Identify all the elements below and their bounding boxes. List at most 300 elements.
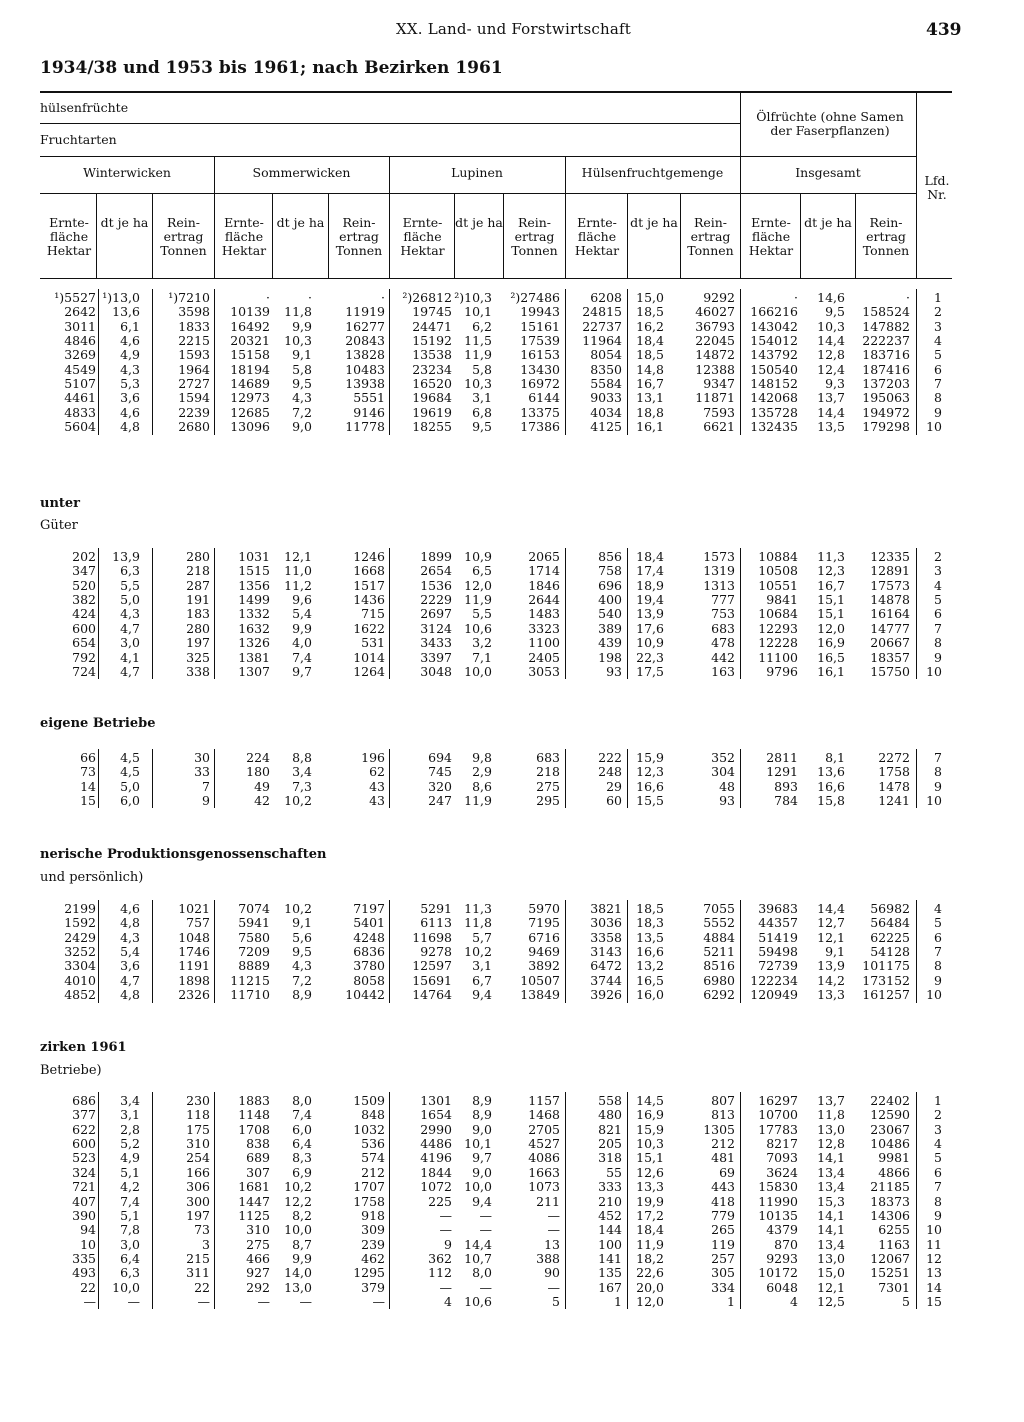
body-vrule — [98, 1092, 99, 1309]
table-cell: 13,1 — [636, 390, 664, 406]
body-vrule — [916, 749, 917, 808]
table-cell: ²)10,3 — [454, 290, 492, 305]
table-cell: 13 — [544, 1236, 560, 1252]
table-cell: 15,1 — [636, 1150, 664, 1166]
table-cell: 13,5 — [636, 929, 664, 945]
table-cell: 8 — [934, 635, 942, 651]
table-cell: 10,0 — [464, 1179, 492, 1195]
table-cell: 12,0 — [636, 1293, 664, 1309]
table-cell: 5291 — [420, 901, 452, 916]
table-cell: 55 — [606, 1164, 622, 1180]
table-cell: 13,7 — [817, 390, 845, 406]
table-cell: — — [547, 1207, 560, 1223]
table-cell: 10,7 — [464, 1250, 492, 1266]
table-cell: 12,4 — [817, 361, 845, 377]
table-cell: 1707 — [353, 1179, 385, 1195]
table-cell: 18255 — [412, 419, 452, 435]
table-cell: 4,3 — [120, 361, 140, 377]
table-cell: 12891 — [870, 563, 910, 579]
table-cell: — — [547, 1222, 560, 1238]
table-cell: 1654 — [420, 1107, 452, 1123]
table-cell: 100 — [598, 1236, 622, 1252]
table-cell: 9,9 — [292, 1250, 312, 1266]
table-cell: 141 — [598, 1250, 622, 1266]
table-cell: 9 — [202, 793, 210, 808]
body-vrule — [565, 289, 566, 435]
table-cell: 5,2 — [120, 1136, 140, 1151]
table-cell: 11100 — [758, 649, 798, 665]
table-cell: 15161 — [520, 318, 560, 334]
header-crop: Lupinen — [451, 165, 503, 180]
header-vrule-sub — [454, 194, 455, 279]
table-cell: 280 — [186, 549, 210, 564]
table-cell: 6292 — [703, 987, 735, 1003]
table-cell: 144 — [598, 1222, 622, 1238]
table-cell: 59498 — [758, 944, 798, 959]
table-cell: 6048 — [766, 1279, 798, 1295]
table-cell: 8 — [934, 1193, 942, 1209]
table-cell: 22 — [194, 1279, 210, 1295]
table-cell: 807 — [711, 1093, 735, 1108]
header-col-area: Ernte- fläche Hektar — [46, 215, 92, 258]
table-cell: 5941 — [238, 915, 270, 931]
table-cell: 14 — [926, 1279, 942, 1295]
table-cell: 13,0 — [817, 1121, 845, 1137]
header-crop: Insgesamt — [795, 165, 861, 180]
table-cell: 13,6 — [817, 764, 845, 780]
table-cell: 15192 — [412, 333, 452, 349]
table-cell: 6,3 — [120, 1265, 140, 1281]
table-cell: 3 — [934, 318, 942, 334]
table-cell: 10 — [926, 793, 942, 808]
table-cell: 8,6 — [472, 778, 492, 794]
body-vrule — [627, 749, 628, 808]
table-cell: 382 — [72, 592, 96, 607]
table-cell: 7,2 — [292, 972, 312, 988]
table-cell: 1592 — [64, 915, 96, 931]
table-cell: 310 — [246, 1222, 270, 1238]
table-cell: 14,4 — [817, 333, 845, 349]
table-cell: 9,0 — [472, 1164, 492, 1180]
table-cell: 14,1 — [817, 1222, 845, 1238]
table-cell: 1 — [614, 1293, 622, 1309]
table-cell: 1746 — [178, 944, 210, 959]
table-cell: 1 — [934, 1093, 942, 1108]
table-cell: 3,4 — [292, 764, 312, 780]
body-vrule — [627, 548, 628, 679]
table-cell: 388 — [536, 1250, 560, 1266]
table-cell: 10,0 — [112, 1279, 140, 1295]
table-cell: 4,6 — [120, 901, 140, 916]
table-cell: 1305 — [703, 1121, 735, 1137]
table-cell: 2644 — [528, 592, 560, 607]
table-cell: 4379 — [766, 1222, 798, 1238]
table-row — [0, 1266, 1024, 1280]
table-cell: 5401 — [353, 915, 385, 931]
table-cell: 11,9 — [636, 1236, 664, 1252]
table-cell: 14,4 — [817, 901, 845, 916]
table-cell: 600 — [72, 620, 96, 636]
table-cell: 11,0 — [284, 563, 312, 579]
table-cell: 5 — [934, 915, 942, 931]
table-cell: 1332 — [238, 606, 270, 622]
table-cell: 12590 — [870, 1107, 910, 1123]
table-cell: 183716 — [862, 347, 910, 363]
table-cell: 16520 — [412, 376, 452, 392]
header-crop: Hülsenfruchtgemenge — [581, 165, 724, 180]
table-row — [0, 291, 1024, 305]
table-cell: 20667 — [870, 635, 910, 651]
table-cell: 9033 — [590, 390, 622, 406]
table-cell: 218 — [186, 563, 210, 579]
table-cell: 24471 — [412, 318, 452, 334]
table-cell: 16164 — [870, 606, 910, 622]
table-cell: 813 — [711, 1107, 735, 1123]
table-cell: 9292 — [703, 290, 735, 305]
table-cell: 11990 — [758, 1193, 798, 1209]
table-cell: ¹)7210 — [168, 290, 210, 305]
header-col-area: Ernte- fläche Hektar — [221, 215, 267, 258]
table-cell: 19943 — [520, 304, 560, 320]
header-vrule-sub — [96, 194, 97, 279]
table-cell: 1264 — [353, 663, 385, 679]
table-cell: 307 — [246, 1164, 270, 1180]
table-cell: 72739 — [758, 958, 798, 974]
table-cell: 927 — [246, 1265, 270, 1281]
table-cell: 4549 — [64, 361, 96, 377]
table-cell: 187416 — [862, 361, 910, 377]
table-cell: 9,5 — [292, 944, 312, 959]
table-cell: 16,7 — [636, 376, 664, 392]
table-cell: 2 — [934, 1107, 942, 1123]
table-cell: 280 — [186, 620, 210, 636]
table-cell: 1594 — [178, 390, 210, 406]
table-cell: 8,2 — [292, 1207, 312, 1223]
table-cell: 132435 — [750, 419, 798, 435]
table-cell: 7 — [934, 376, 942, 392]
table-cell: 15,9 — [636, 750, 664, 765]
table-cell: 715 — [361, 606, 385, 622]
table-cell: 147882 — [862, 318, 910, 334]
table-cell: 218 — [536, 764, 560, 780]
table-cell: 13,4 — [817, 1179, 845, 1195]
table-row — [0, 305, 1024, 319]
table-cell: 16,1 — [817, 663, 845, 679]
table-cell: 1499 — [238, 592, 270, 607]
table-cell: 777 — [711, 592, 735, 607]
table-cell: 16297 — [758, 1093, 798, 1108]
table-cell: 73 — [80, 764, 96, 780]
table-cell: 493 — [72, 1265, 96, 1281]
body-vrule — [152, 900, 153, 1003]
body-vrule — [214, 900, 215, 1003]
table-cell: 4 — [444, 1293, 452, 1309]
table-row — [0, 607, 1024, 621]
table-cell: 15691 — [412, 972, 452, 988]
table-row — [0, 1295, 1024, 1309]
table-row — [0, 1094, 1024, 1108]
body-vrule — [214, 1092, 215, 1309]
table-cell: 443 — [711, 1179, 735, 1195]
table-cell: 4,3 — [120, 929, 140, 945]
table-row — [0, 334, 1024, 348]
table-cell: 8,9 — [472, 1107, 492, 1123]
table-cell: 120949 — [750, 987, 798, 1003]
table-cell: 1073 — [528, 1179, 560, 1195]
table-cell: 11,9 — [464, 793, 492, 808]
table-cell: 338 — [186, 663, 210, 679]
table-row — [0, 406, 1024, 420]
table-cell: 12,0 — [817, 620, 845, 636]
table-cell: — — [127, 1293, 140, 1309]
table-cell: 14,4 — [464, 1236, 492, 1252]
table-cell: 4086 — [528, 1150, 560, 1166]
table-cell: 779 — [711, 1207, 735, 1223]
table-cell: 11,2 — [284, 577, 312, 593]
table-cell: 135 — [598, 1265, 622, 1281]
table-cell: 9,7 — [472, 1150, 492, 1166]
header-rule-1 — [40, 123, 740, 124]
table-cell: 6,4 — [120, 1250, 140, 1266]
table-cell: 8516 — [703, 958, 735, 974]
table-cell: 918 — [361, 1207, 385, 1223]
table-cell: 16,7 — [817, 577, 845, 593]
table-row — [0, 651, 1024, 665]
table-cell: 9,5 — [825, 304, 845, 320]
table-cell: 275 — [246, 1236, 270, 1252]
table-cell: 224 — [246, 750, 270, 765]
table-row — [0, 622, 1024, 636]
table-cell: 4034 — [590, 404, 622, 420]
table-cell: 9 — [934, 404, 942, 420]
table-cell: 4,9 — [120, 347, 140, 363]
table-cell: 10507 — [520, 972, 560, 988]
section-subtitle: Güter — [40, 518, 78, 533]
table-cell: 198 — [598, 649, 622, 665]
section-title: unter — [40, 496, 81, 511]
table-cell: 683 — [536, 750, 560, 765]
table-cell: 16,5 — [636, 972, 664, 988]
table-cell: 44357 — [758, 915, 798, 931]
table-cell: 3,1 — [472, 958, 492, 974]
table-cell: — — [257, 1293, 270, 1309]
table-cell: 19,9 — [636, 1193, 664, 1209]
table-cell: 9 — [934, 972, 942, 988]
table-cell: 8,0 — [292, 1093, 312, 1108]
table-cell: 1326 — [238, 635, 270, 651]
table-cell: 481 — [711, 1150, 735, 1166]
table-cell: 5,3 — [120, 376, 140, 392]
table-cell: 13,0 — [817, 1250, 845, 1266]
table-cell: 5,6 — [292, 929, 312, 945]
table-cell: 18373 — [870, 1193, 910, 1209]
table-row — [0, 579, 1024, 593]
table-cell: 12,8 — [817, 347, 845, 363]
table-cell: 10,9 — [636, 635, 664, 651]
table-cell: 10,1 — [464, 1136, 492, 1151]
table-cell: 4,2 — [120, 1179, 140, 1195]
table-cell: 352 — [711, 750, 735, 765]
header-vrule-sub — [627, 194, 628, 279]
table-cell: 4196 — [420, 1150, 452, 1166]
table-cell: 10508 — [758, 563, 798, 579]
body-vrule — [627, 900, 628, 1003]
body-vrule — [916, 548, 917, 679]
table-cell: 11,3 — [817, 549, 845, 564]
table-cell: 1509 — [353, 1093, 385, 1108]
table-cell: 10,3 — [284, 333, 312, 349]
table-cell: 3,4 — [120, 1093, 140, 1108]
table-cell: 3358 — [590, 929, 622, 945]
table-cell: 14,8 — [636, 361, 664, 377]
header-top-rule — [40, 91, 952, 93]
table-cell: 14,0 — [284, 1265, 312, 1281]
table-cell: 43 — [369, 778, 385, 794]
table-cell: 247 — [428, 793, 452, 808]
table-cell: 4,6 — [120, 404, 140, 420]
table-row — [0, 1166, 1024, 1180]
table-row — [0, 1238, 1024, 1252]
table-cell: 4,3 — [292, 958, 312, 974]
body-vrule — [565, 900, 566, 1003]
header-col-area: Ernte- fläche Hektar — [400, 215, 445, 258]
header-crop: Winterwicken — [83, 165, 171, 180]
table-cell: 183 — [186, 606, 210, 622]
table-cell: 3053 — [528, 663, 560, 679]
table-cell: 292 — [246, 1279, 270, 1295]
table-cell: 379 — [361, 1279, 385, 1295]
body-vrule — [740, 749, 741, 808]
table-cell: 536 — [361, 1136, 385, 1151]
table-cell: 893 — [774, 778, 798, 794]
table-cell: 13828 — [345, 347, 385, 363]
table-cell: 745 — [428, 764, 452, 780]
table-cell: 10135 — [758, 1207, 798, 1223]
table-cell: 2654 — [420, 563, 452, 579]
table-cell: 8,1 — [825, 750, 845, 765]
table-cell: 2697 — [420, 606, 452, 622]
table-cell: 22737 — [582, 318, 622, 334]
table-cell: 93 — [719, 793, 735, 808]
table-row — [0, 765, 1024, 779]
table-cell: 1898 — [178, 972, 210, 988]
table-cell: 5970 — [528, 901, 560, 916]
table-cell: 13,6 — [112, 304, 140, 320]
table-cell: 10 — [926, 663, 942, 679]
table-cell: 1291 — [766, 764, 798, 780]
table-cell: 18,5 — [636, 901, 664, 916]
body-vrule — [214, 749, 215, 808]
body-vrule — [98, 548, 99, 679]
table-cell: 4 — [790, 1293, 798, 1309]
body-vrule — [98, 900, 99, 1003]
header-rule-3 — [40, 193, 916, 194]
table-cell: 306 — [186, 1179, 210, 1195]
table-cell: · — [906, 290, 910, 305]
table-cell: 1436 — [353, 592, 385, 607]
table-cell: 1246 — [353, 549, 385, 564]
table-cell: 112 — [428, 1265, 452, 1281]
table-row — [0, 377, 1024, 391]
table-cell: 7 — [934, 944, 942, 959]
table-cell: 173152 — [862, 972, 910, 988]
table-cell: 2199 — [64, 901, 96, 916]
table-cell: 7055 — [703, 901, 735, 916]
table-cell: 3433 — [420, 635, 452, 651]
table-cell: 389 — [598, 620, 622, 636]
table-cell: 856 — [598, 549, 622, 564]
table-cell: 142068 — [750, 390, 798, 406]
table-cell: 683 — [711, 620, 735, 636]
body-vrule — [916, 289, 917, 435]
table-cell: 9469 — [528, 944, 560, 959]
table-cell: 54128 — [870, 944, 910, 959]
table-cell: 6 — [934, 1164, 942, 1180]
table-cell: 4,5 — [120, 750, 140, 765]
table-row — [0, 391, 1024, 405]
table-cell: 462 — [361, 1250, 385, 1266]
table-cell: 1681 — [238, 1179, 270, 1195]
table-cell: 15,8 — [817, 793, 845, 808]
table-cell: 10,6 — [464, 1293, 492, 1309]
table-cell: 158524 — [862, 304, 910, 320]
table-cell: 3304 — [64, 958, 96, 974]
table-cell: 1758 — [878, 764, 910, 780]
table-cell: 14,6 — [817, 290, 845, 305]
table-cell: 62225 — [870, 929, 910, 945]
table-cell: 14872 — [695, 347, 735, 363]
table-cell: 5551 — [353, 390, 385, 406]
table-cell: 3,2 — [472, 635, 492, 651]
table-cell: 94 — [80, 1222, 96, 1238]
table-row — [0, 1223, 1024, 1237]
header-col-yield: dt je ha — [100, 215, 149, 230]
table-cell: 19,4 — [636, 592, 664, 607]
table-cell: 6255 — [878, 1222, 910, 1238]
table-cell: 2429 — [64, 929, 96, 945]
table-row — [0, 1180, 1024, 1194]
table-cell: 6 — [934, 361, 942, 377]
table-cell: 325 — [186, 649, 210, 665]
table-cell: 205 — [598, 1136, 622, 1151]
table-cell: 466 — [246, 1250, 270, 1266]
table-cell: 248 — [598, 764, 622, 780]
table-cell: 16,6 — [817, 778, 845, 794]
table-cell: 18,8 — [636, 404, 664, 420]
table-cell: — — [372, 1293, 385, 1309]
table-cell: 6,0 — [292, 1121, 312, 1137]
table-cell: 180 — [246, 764, 270, 780]
table-cell: 540 — [598, 606, 622, 622]
table-cell: 753 — [711, 606, 735, 622]
table-cell: 14,1 — [817, 1150, 845, 1166]
table-cell: 1014 — [353, 649, 385, 665]
table-cell: 4,7 — [120, 972, 140, 988]
table-cell: 1517 — [353, 577, 385, 593]
table-cell: 6,5 — [472, 563, 492, 579]
table-cell: 143792 — [750, 347, 798, 363]
table-cell: 1515 — [238, 563, 270, 579]
table-cell: 10442 — [345, 987, 385, 1003]
table-cell: 3,1 — [120, 1107, 140, 1123]
table-cell: 11,3 — [464, 901, 492, 916]
table-cell: 12,1 — [817, 1279, 845, 1295]
table-cell: 3892 — [528, 958, 560, 974]
table-cell: 17,2 — [636, 1207, 664, 1223]
table-cell: 9,1 — [825, 944, 845, 959]
table-cell: 10,9 — [464, 549, 492, 564]
table-cell: 16,0 — [636, 987, 664, 1003]
